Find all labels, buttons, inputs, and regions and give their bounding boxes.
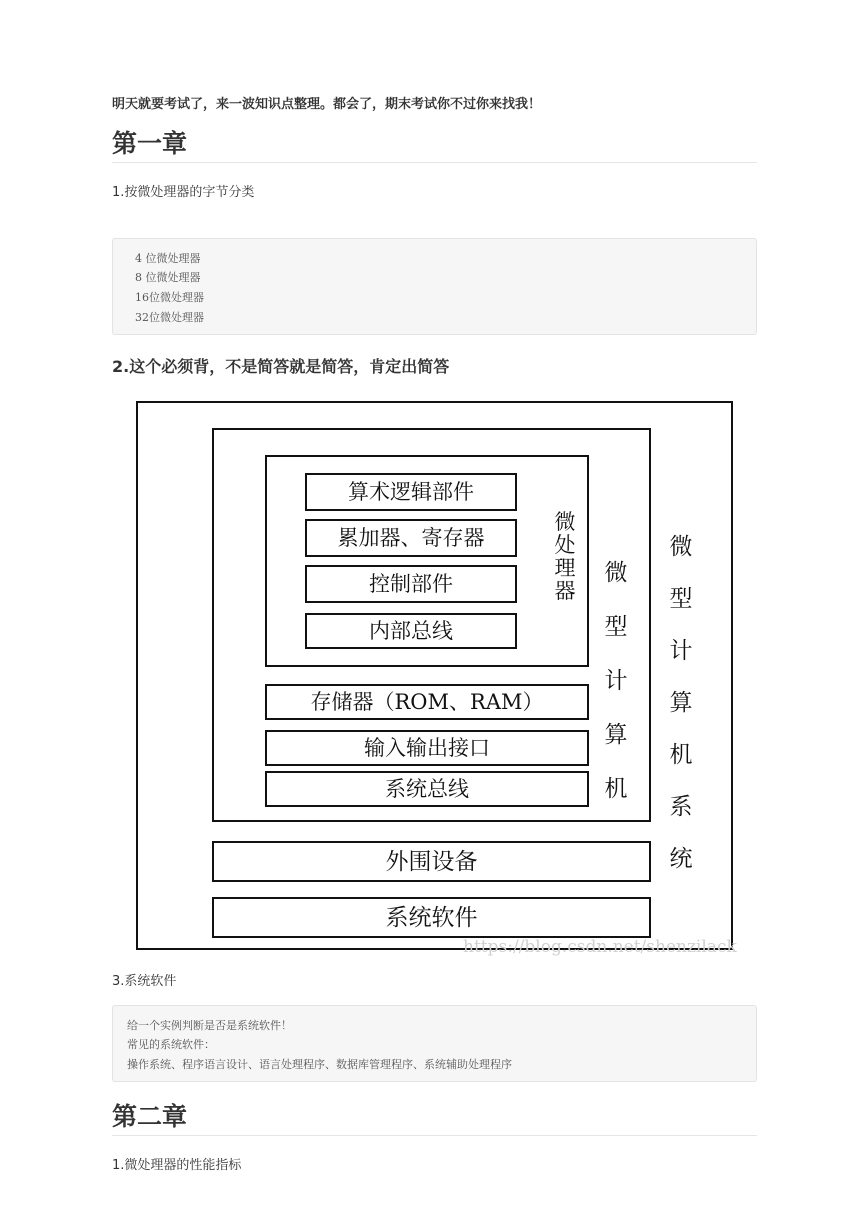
microcomputer-system-diagram	[136, 401, 737, 957]
internal-bus-label: 内部总线	[369, 619, 453, 643]
label-char: 计	[669, 638, 693, 664]
label-char	[547, 511, 583, 603]
microprocessor-label	[547, 511, 583, 603]
peripherals-label: 外围设备	[385, 849, 478, 875]
memory-box	[265, 684, 589, 720]
system-bus-box	[265, 771, 589, 807]
chapter1-heading2: 2.这个必须背，不是简答就是简答，肯定出简答	[112, 357, 450, 376]
system-software-label: 系统软件	[385, 905, 478, 931]
label-chars	[596, 546, 636, 816]
label-char: 微	[604, 560, 628, 586]
label-char: 微	[554, 510, 576, 534]
chapter1-divider	[112, 162, 757, 163]
system-bus-label: 系统总线	[385, 777, 469, 801]
control-box	[305, 565, 517, 603]
code-line: 常见的系统软件：	[127, 1038, 215, 1051]
label-chars	[661, 521, 701, 885]
alu-box	[305, 473, 517, 511]
system-software-box	[212, 897, 651, 938]
memory-label: 存储器（ROM、RAM）	[310, 690, 544, 714]
label-char: 型	[604, 614, 628, 640]
chapter2-divider	[112, 1135, 757, 1136]
alu-label: 算术逻辑部件	[348, 480, 474, 504]
code-line: 32位微处理器	[135, 311, 204, 324]
label-char: 处	[554, 533, 576, 557]
code-line: 给一个实例判断是否是系统软件！	[127, 1019, 292, 1032]
registers-label: 累加器、寄存器	[337, 526, 485, 550]
microcomputer-label	[596, 546, 636, 816]
chapter1-title: 第一章	[112, 129, 188, 158]
code-line: 8 位微处理器	[135, 271, 201, 284]
label-char: 机	[669, 742, 693, 768]
label-char: 机	[604, 776, 628, 802]
label-char: 型	[669, 586, 693, 612]
chapter2-item1: 1.微处理器的性能指标	[112, 1158, 242, 1173]
code-line: 16位微处理器	[135, 291, 204, 304]
code-block-processor-types	[112, 238, 757, 335]
control-label: 控制部件	[369, 572, 453, 596]
label-char: 算	[669, 690, 693, 716]
watermark: https://blog.csdn.net/shenzilack	[463, 937, 737, 957]
label-char: 计	[604, 668, 628, 694]
chapter2-title: 第二章	[112, 1102, 188, 1131]
label-char: 算	[604, 722, 628, 748]
intro-text: 明天就要考试了，来一波知识点整理。都会了，期末考试你不过你来找我！	[112, 97, 542, 112]
chapter1-item3: 3.系统软件	[112, 974, 177, 989]
registers-box	[305, 519, 517, 557]
label-char: 器	[554, 579, 576, 603]
code-line: 4 位微处理器	[135, 252, 201, 265]
io-box	[265, 730, 589, 766]
label-char: 理	[554, 556, 576, 580]
label-char: 系	[669, 794, 693, 820]
internal-bus-box	[305, 613, 517, 649]
code-line: 操作系统、程序语言设计、语言处理程序、数据库管理程序、系统辅助处理程序	[127, 1058, 512, 1071]
chapter1-item1: 1.按微处理器的字节分类	[112, 185, 255, 200]
microcomputer-system-label	[661, 521, 701, 885]
io-label: 输入输出接口	[364, 736, 490, 760]
label-char: 统	[669, 846, 693, 872]
label-char: 微	[669, 534, 693, 560]
code-block-system-software	[112, 1005, 757, 1082]
peripherals-box	[212, 841, 651, 882]
